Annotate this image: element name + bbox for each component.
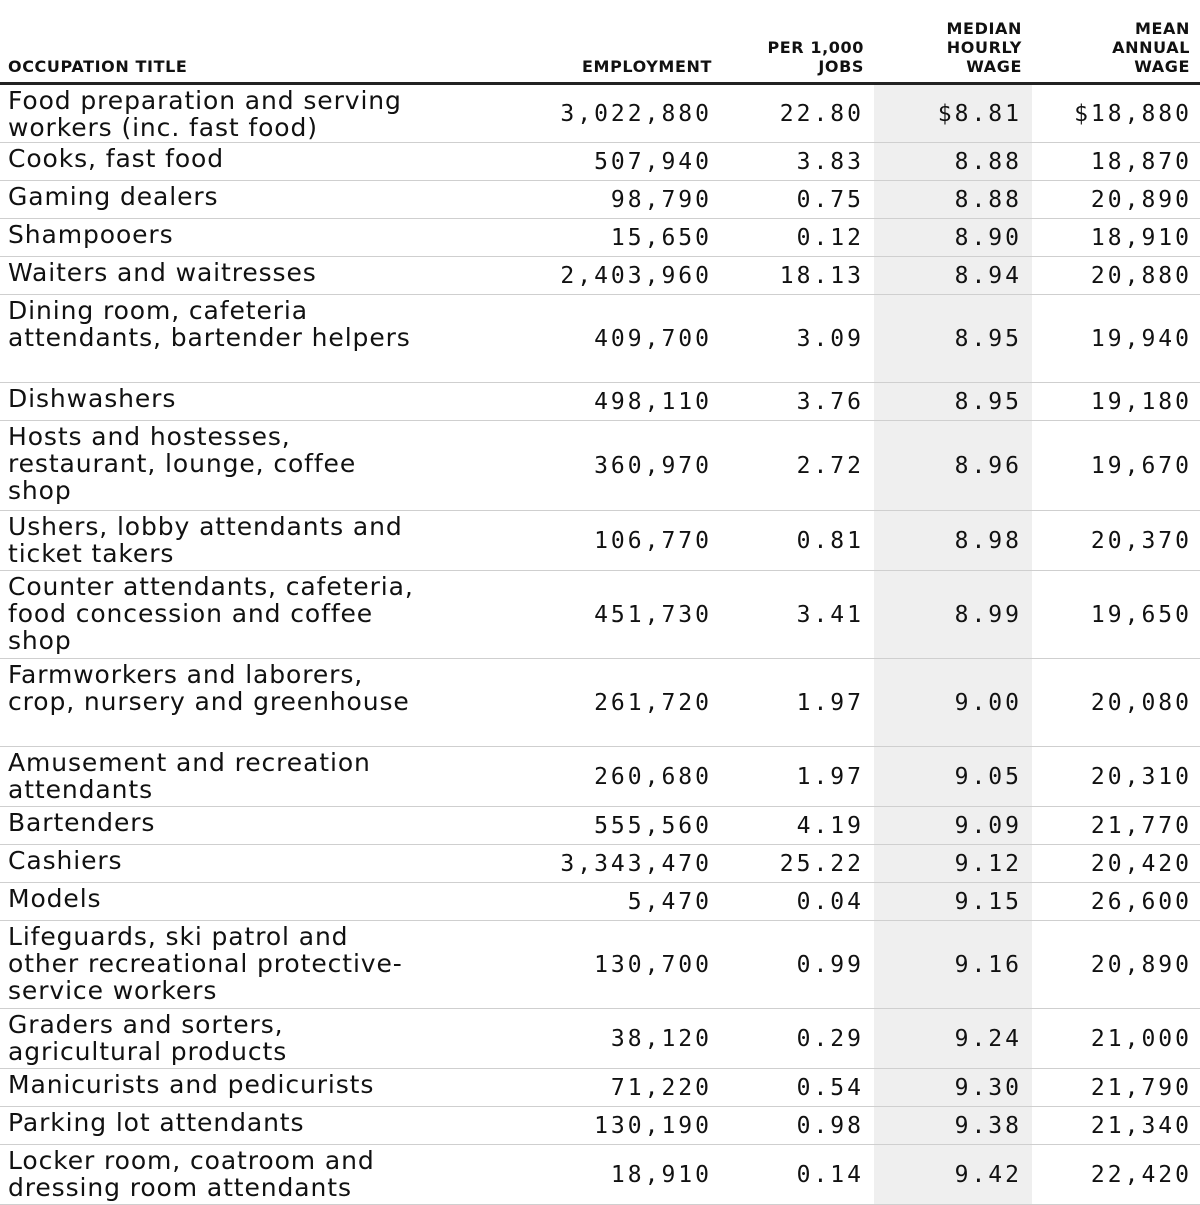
employment-cell: 106,770 xyxy=(522,511,722,571)
occupation-title-cell xyxy=(0,747,522,807)
employment-cell: 498,110 xyxy=(522,383,722,421)
median-hourly-wage-cell: 9.42 xyxy=(874,1145,1032,1205)
employment-cell: 130,700 xyxy=(522,921,722,1009)
table-row xyxy=(0,1069,1200,1107)
mean-annual-wage-cell: 20,370 xyxy=(1032,511,1200,571)
per-1000-jobs-cell: 22.80 xyxy=(722,84,874,143)
mean-annual-wage-cell: $18,880 xyxy=(1032,84,1200,143)
occupation-title-line: Cashiers xyxy=(8,846,123,875)
occupation-title-line: Hosts and hostesses, xyxy=(8,422,291,451)
median-hourly-wage-cell: 9.30 xyxy=(874,1069,1032,1107)
occupation-title-line: Farmworkers and laborers, xyxy=(8,660,364,689)
table-row xyxy=(0,571,1200,659)
per-1000-jobs-cell: 0.81 xyxy=(722,511,874,571)
employment-cell: 3,022,880 xyxy=(522,84,722,143)
mean-annual-wage-cell: 21,790 xyxy=(1032,1069,1200,1107)
header-line: MEAN xyxy=(1134,19,1190,38)
occupation-title-cell xyxy=(0,1069,522,1107)
employment-cell: 261,720 xyxy=(522,659,722,747)
occupation-title-line: Models xyxy=(8,884,102,913)
header-line: EMPLOYMENT xyxy=(582,57,712,76)
mean-annual-wage-cell: 20,880 xyxy=(1032,257,1200,295)
mean-annual-wage-cell: 19,670 xyxy=(1032,421,1200,511)
employment-cell: 507,940 xyxy=(522,143,722,181)
occupation-title-cell xyxy=(0,295,522,383)
mean-annual-wage-cell: 19,650 xyxy=(1032,571,1200,659)
per-1000-jobs-cell: 3.09 xyxy=(722,295,874,383)
median-hourly-wage-cell: $8.81 xyxy=(874,84,1032,143)
occupation-title-line: ticket takers xyxy=(8,539,175,568)
header-row xyxy=(0,0,1200,84)
occupation-title-line: attendants xyxy=(8,775,154,804)
median-hourly-wage-cell: 8.95 xyxy=(874,383,1032,421)
occupation-title-cell xyxy=(0,257,522,295)
employment-cell: 260,680 xyxy=(522,747,722,807)
mean-annual-wage-cell: 19,940 xyxy=(1032,295,1200,383)
employment-cell: 5,470 xyxy=(522,883,722,921)
occupation-title-line: dressing room attendants xyxy=(8,1173,352,1202)
occupation-title-line: service workers xyxy=(8,976,218,1005)
occupation-title-line: agricultural products xyxy=(8,1037,288,1066)
occupation-title-line: Amusement and recreation xyxy=(8,748,371,777)
mean-annual-wage-cell: 21,000 xyxy=(1032,1009,1200,1069)
occupation-title-line: Bartenders xyxy=(8,808,156,837)
occupation-title-cell xyxy=(0,807,522,845)
median-hourly-wage-cell: 9.16 xyxy=(874,921,1032,1009)
occupation-title-line: Dining room, cafeteria xyxy=(8,296,308,325)
occupation-title-line: Parking lot attendants xyxy=(8,1108,305,1137)
median-hourly-wage-cell: 8.96 xyxy=(874,421,1032,511)
occupation-title-line: Cooks, fast food xyxy=(8,144,224,173)
per-1000-jobs-cell: 0.98 xyxy=(722,1107,874,1145)
employment-cell: 451,730 xyxy=(522,571,722,659)
mean-annual-wage-cell: 21,770 xyxy=(1032,807,1200,845)
per-1000-jobs-cell: 0.12 xyxy=(722,219,874,257)
median-hourly-wage-cell: 8.88 xyxy=(874,181,1032,219)
header-line: WAGE xyxy=(966,57,1022,76)
per-1000-jobs-cell: 1.97 xyxy=(722,659,874,747)
occupation-title-line: other recreational protective- xyxy=(8,949,403,978)
table-row xyxy=(0,257,1200,295)
median-hourly-wage-cell: 8.90 xyxy=(874,219,1032,257)
employment-cell: 38,120 xyxy=(522,1009,722,1069)
table-row xyxy=(0,921,1200,1009)
col-header-per-1000-jobs xyxy=(722,0,874,84)
employment-cell: 18,910 xyxy=(522,1145,722,1205)
occupation-title-cell xyxy=(0,571,522,659)
header-line: HOURLY xyxy=(946,38,1022,57)
table-header xyxy=(0,0,1200,84)
per-1000-jobs-cell: 0.29 xyxy=(722,1009,874,1069)
mean-annual-wage-cell: 19,180 xyxy=(1032,383,1200,421)
employment-cell: 2,403,960 xyxy=(522,257,722,295)
table-row xyxy=(0,1145,1200,1205)
table-row xyxy=(0,84,1200,143)
occupation-title-cell xyxy=(0,421,522,511)
median-hourly-wage-cell: 8.94 xyxy=(874,257,1032,295)
occupation-title-line: Waiters and waitresses xyxy=(8,258,317,287)
col-header-occupation-title xyxy=(0,0,522,84)
col-header-median-hourly-wage xyxy=(874,0,1032,84)
employment-cell: 3,343,470 xyxy=(522,845,722,883)
per-1000-jobs-cell: 0.75 xyxy=(722,181,874,219)
table-row xyxy=(0,1009,1200,1069)
occupation-title-line: shop xyxy=(8,626,72,655)
employment-cell: 15,650 xyxy=(522,219,722,257)
per-1000-jobs-cell: 0.14 xyxy=(722,1145,874,1205)
occupation-title-line: Ushers, lobby attendants and xyxy=(8,512,403,541)
employment-cell: 555,560 xyxy=(522,807,722,845)
mean-annual-wage-cell: 20,420 xyxy=(1032,845,1200,883)
median-hourly-wage-cell: 9.00 xyxy=(874,659,1032,747)
occupation-title-cell xyxy=(0,1009,522,1069)
table-row xyxy=(0,295,1200,383)
per-1000-jobs-cell: 2.72 xyxy=(722,421,874,511)
mean-annual-wage-cell: 20,080 xyxy=(1032,659,1200,747)
table-row xyxy=(0,421,1200,511)
occupation-title-cell xyxy=(0,845,522,883)
table-row xyxy=(0,219,1200,257)
mean-annual-wage-cell: 21,340 xyxy=(1032,1107,1200,1145)
table-row xyxy=(0,845,1200,883)
header-line: WAGE xyxy=(1134,57,1190,76)
median-hourly-wage-cell: 9.24 xyxy=(874,1009,1032,1069)
occupation-title-cell xyxy=(0,143,522,181)
table-row xyxy=(0,383,1200,421)
mean-annual-wage-cell: 20,890 xyxy=(1032,921,1200,1009)
mean-annual-wage-cell: 22,420 xyxy=(1032,1145,1200,1205)
employment-cell: 409,700 xyxy=(522,295,722,383)
median-hourly-wage-cell: 9.38 xyxy=(874,1107,1032,1145)
mean-annual-wage-cell: 20,310 xyxy=(1032,747,1200,807)
col-header-mean-annual-wage xyxy=(1032,0,1200,84)
occupation-title-cell xyxy=(0,181,522,219)
occupation-title-line: Dishwashers xyxy=(8,384,177,413)
col-header-employment xyxy=(522,0,722,84)
median-hourly-wage-cell: 9.12 xyxy=(874,845,1032,883)
table-row xyxy=(0,659,1200,747)
table-row xyxy=(0,181,1200,219)
per-1000-jobs-cell: 3.41 xyxy=(722,571,874,659)
mean-annual-wage-cell: 20,890 xyxy=(1032,181,1200,219)
median-hourly-wage-cell: 9.05 xyxy=(874,747,1032,807)
per-1000-jobs-cell: 0.04 xyxy=(722,883,874,921)
header-line: PER 1,000 xyxy=(767,38,864,57)
occupation-title-cell xyxy=(0,1145,522,1205)
occupation-title-line: food concession and coffee xyxy=(8,599,374,628)
occupation-title-line: Graders and sorters, xyxy=(8,1010,284,1039)
per-1000-jobs-cell: 3.76 xyxy=(722,383,874,421)
per-1000-jobs-cell: 0.54 xyxy=(722,1069,874,1107)
occupation-title-line: shop xyxy=(8,476,72,505)
occupation-title-cell xyxy=(0,883,522,921)
occupation-title-cell xyxy=(0,1107,522,1145)
employment-cell: 360,970 xyxy=(522,421,722,511)
per-1000-jobs-cell: 4.19 xyxy=(722,807,874,845)
per-1000-jobs-cell: 3.83 xyxy=(722,143,874,181)
mean-annual-wage-cell: 18,870 xyxy=(1032,143,1200,181)
occupation-title-cell xyxy=(0,84,522,143)
occupation-title-line: Food preparation and serving xyxy=(8,86,402,115)
occupation-title-cell xyxy=(0,921,522,1009)
occupation-title-cell xyxy=(0,219,522,257)
table-row xyxy=(0,807,1200,845)
table-row xyxy=(0,1107,1200,1145)
occupation-title-cell xyxy=(0,511,522,571)
per-1000-jobs-cell: 1.97 xyxy=(722,747,874,807)
mean-annual-wage-cell: 26,600 xyxy=(1032,883,1200,921)
employment-cell: 98,790 xyxy=(522,181,722,219)
header-line: ANNUAL xyxy=(1112,38,1190,57)
table-row xyxy=(0,747,1200,807)
occupation-title-line: Shampooers xyxy=(8,220,174,249)
median-hourly-wage-cell: 8.95 xyxy=(874,295,1032,383)
median-hourly-wage-cell: 8.99 xyxy=(874,571,1032,659)
table-row xyxy=(0,143,1200,181)
table-body xyxy=(0,84,1200,1205)
median-hourly-wage-cell: 9.09 xyxy=(874,807,1032,845)
occupation-title-cell xyxy=(0,659,522,747)
header-line: JOBS xyxy=(818,57,864,76)
occupation-title-line: attendants, bartender helpers xyxy=(8,323,411,352)
header-line: OCCUPATION TITLE xyxy=(8,57,188,76)
per-1000-jobs-cell: 0.99 xyxy=(722,921,874,1009)
per-1000-jobs-cell: 25.22 xyxy=(722,845,874,883)
employment-cell: 130,190 xyxy=(522,1107,722,1145)
occupation-title-line: crop, nursery and greenhouse xyxy=(8,687,410,716)
mean-annual-wage-cell: 18,910 xyxy=(1032,219,1200,257)
table-row xyxy=(0,511,1200,571)
employment-cell: 71,220 xyxy=(522,1069,722,1107)
occupation-title-line: Counter attendants, cafeteria, xyxy=(8,572,414,601)
occupation-title-line: Manicurists and pedicurists xyxy=(8,1070,375,1099)
median-hourly-wage-cell: 9.15 xyxy=(874,883,1032,921)
occupation-title-line: Lifeguards, ski patrol and xyxy=(8,922,349,951)
table-row xyxy=(0,883,1200,921)
occupation-title-line: restaurant, lounge, coffee xyxy=(8,449,357,478)
median-hourly-wage-cell: 8.88 xyxy=(874,143,1032,181)
median-hourly-wage-cell: 8.98 xyxy=(874,511,1032,571)
occupation-title-cell xyxy=(0,383,522,421)
header-line: MEDIAN xyxy=(946,19,1022,38)
per-1000-jobs-cell: 18.13 xyxy=(722,257,874,295)
occupation-title-line: Gaming dealers xyxy=(8,182,219,211)
occupation-title-line: workers (inc. fast food) xyxy=(8,113,318,142)
occupation-title-line: Locker room, coatroom and xyxy=(8,1146,375,1175)
